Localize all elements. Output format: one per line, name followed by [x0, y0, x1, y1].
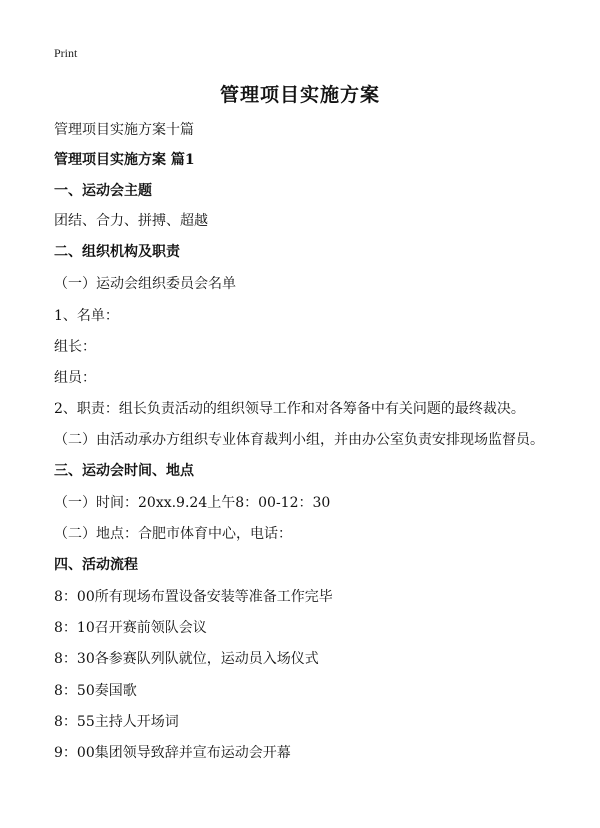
schedule-item: 9：00集团领导致辞并宣布运动会开幕 — [54, 745, 291, 761]
section-2-list-label: 1、名单： — [54, 308, 119, 324]
section-3-heading: 三、运动会时间、地点 — [54, 463, 194, 479]
article-heading: 管理项目实施方案 篇1 — [54, 152, 195, 168]
section-1-heading: 一、运动会主题 — [54, 183, 152, 199]
schedule-item: 8：30各参赛队列队就位，运动员入场仪式 — [54, 651, 319, 667]
schedule-item: 8：50奏国歌 — [54, 683, 137, 699]
schedule-item: 8：10召开赛前领队会议 — [54, 620, 207, 636]
section-3-time: （一）时间：20xx.9.24上午8：00-12：30 — [54, 495, 331, 511]
schedule-item: 8：55主持人开场词 — [54, 714, 179, 730]
section-4-heading: 四、活动流程 — [54, 557, 138, 573]
schedule-item: 8：00所有现场布置设备安装等准备工作完毕 — [54, 589, 333, 605]
section-2-subheading-1: （一）运动会组织委员会名单 — [54, 276, 236, 292]
section-2-duty: 2、职责：组长负责活动的组织领导工作和对各筹备中有关问题的最终裁决。 — [54, 401, 525, 417]
document-subtitle: 管理项目实施方案十篇 — [54, 122, 194, 138]
section-3-place: （二）地点：合肥市体育中心，电话： — [54, 526, 292, 542]
document-title: 管理项目实施方案 — [219, 84, 380, 106]
section-2-subheading-2: （二）由活动承办方组织专业体育裁判小组，并由办公室负责安排现场监督员。 — [54, 432, 544, 448]
section-1-text: 团结、合力、拼搏、超越 — [54, 213, 208, 229]
section-2-members: 组员： — [54, 370, 96, 386]
section-2-heading: 二、组织机构及职责 — [54, 244, 180, 260]
section-2-leader: 组长： — [54, 339, 96, 355]
print-link[interactable]: Print — [54, 46, 78, 60]
